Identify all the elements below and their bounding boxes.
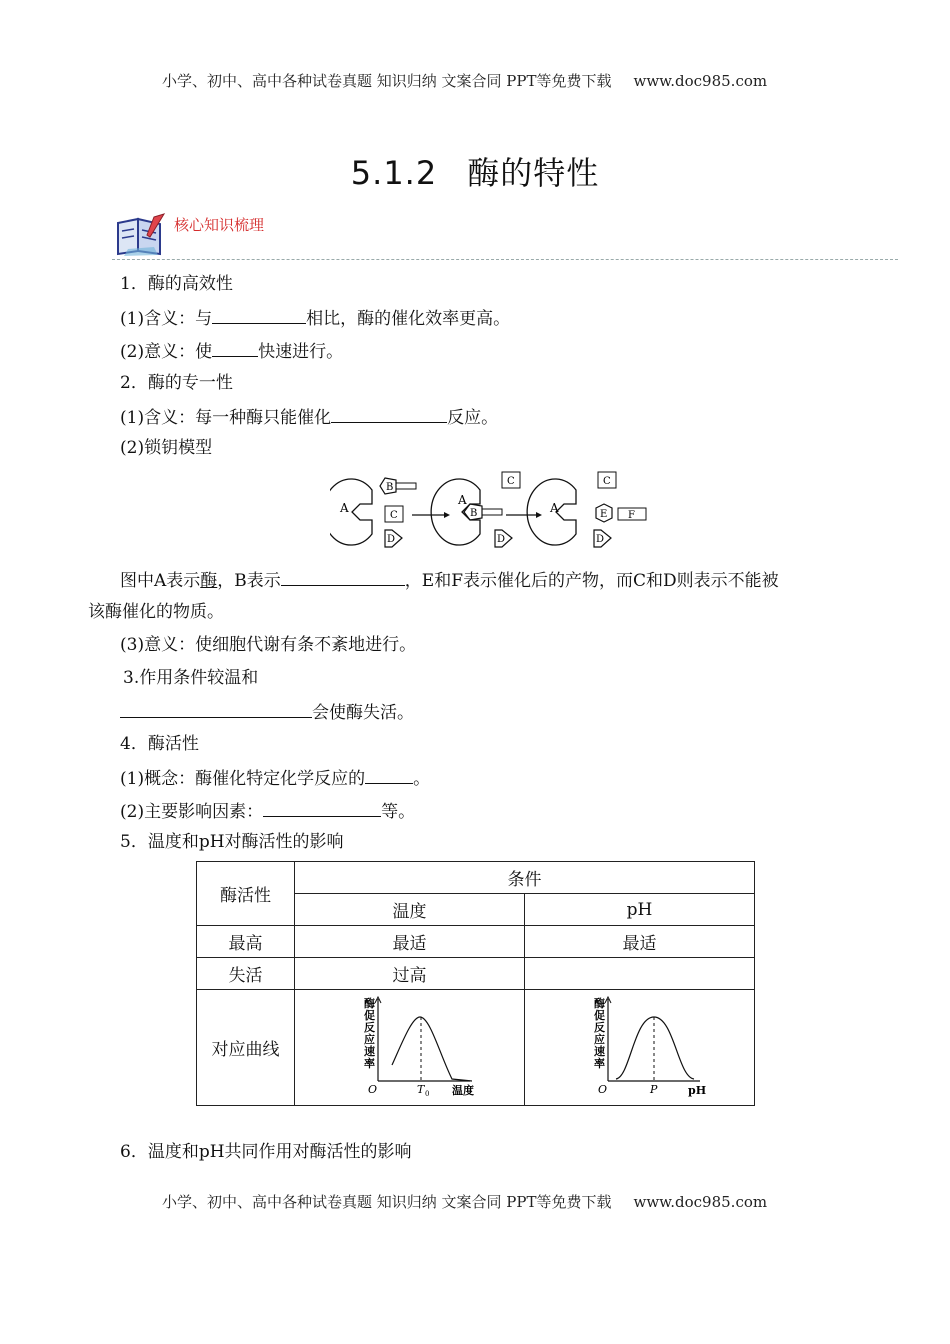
header-url[interactable]: www.doc985.com: [633, 72, 768, 90]
s2-fig-text-2: 该酶催化的物质。: [88, 602, 224, 622]
label-b2: B: [470, 508, 478, 519]
page-header: [162, 70, 767, 91]
t0-sub: 0: [424, 1090, 429, 1097]
table-r1-ph: 最适: [525, 926, 755, 958]
blank[interactable]: [331, 404, 447, 423]
label-c2: C: [507, 476, 515, 487]
page-title: [0, 148, 950, 194]
p-label: P: [649, 1083, 657, 1096]
header-text: 小学、初中、高中各种试卷真题 知识归纳 文案合同 PPT等免费下载: [162, 72, 612, 90]
temp-curve: [340, 993, 480, 1097]
s2-line-a: [120, 404, 498, 430]
ylabel-3: 反: [593, 1021, 605, 1034]
origin-label: O: [367, 1083, 377, 1096]
enzyme-table: [196, 861, 755, 1106]
s2-fig-text-1: [120, 567, 779, 593]
s4-a-post: 。: [413, 769, 431, 789]
blank[interactable]: [212, 305, 306, 324]
table-r1-label: 最高: [197, 926, 295, 958]
enzyme-a-1: [330, 479, 372, 545]
origin-label: O: [597, 1083, 607, 1096]
s3-post: 会使酶失活。: [312, 703, 414, 723]
table-r3-label: 对应曲线: [197, 990, 295, 1106]
s1-line-b: [120, 338, 343, 364]
blank[interactable]: [281, 567, 405, 586]
label-b: B: [386, 482, 394, 493]
x-temp-label: 温度: [451, 1084, 474, 1097]
s3-line: [120, 699, 414, 725]
table-cond: 条件: [295, 862, 755, 894]
ylabel-2: 促: [363, 1009, 375, 1022]
ylabel-1: 酶: [363, 997, 375, 1010]
s1-b-pre: (2)意义：使: [120, 342, 213, 362]
footer-url[interactable]: www.doc985.com: [633, 1193, 768, 1211]
label-a: A: [340, 501, 349, 515]
label-a3: A: [550, 501, 559, 515]
divider: [112, 259, 898, 260]
fig-text-underlined: 酶: [200, 571, 218, 591]
label-d: D: [387, 534, 396, 545]
s2-line-b: (2)锁钥模型: [120, 438, 213, 458]
blank[interactable]: [120, 699, 312, 718]
table-r1-temp: 最适: [295, 926, 525, 958]
label-d2: D: [497, 534, 506, 545]
s2-a-post: 反应。: [447, 408, 499, 428]
s1-a-pre: (1)含义：与: [120, 309, 213, 329]
label-a2: A: [458, 493, 467, 507]
table-r2-label: 失活: [197, 958, 295, 990]
fig-text-b: ，B表示: [217, 571, 281, 591]
s4-line-b: [120, 798, 415, 824]
label-d3: D: [596, 534, 605, 545]
ph-curve-cell: [525, 990, 755, 1106]
table-r2-temp: 过高: [295, 958, 525, 990]
fig-text-a: 图中A表示: [120, 571, 201, 591]
s5-heading: 5．温度和pH对酶活性的影响: [120, 832, 344, 852]
s6-heading: 6．温度和pH共同作用对酶活性的影响: [120, 1142, 412, 1162]
lock-key-figure: [330, 468, 660, 552]
label-c3: C: [603, 476, 611, 487]
s4-b-pre: (2)主要影响因素：: [120, 802, 264, 822]
s1-heading: 1．酶的高效性: [120, 274, 233, 294]
table-ph-head: pH: [525, 894, 755, 926]
footer-text: 小学、初中、高中各种试卷真题 知识归纳 文案合同 PPT等免费下载: [162, 1193, 612, 1211]
fig-text-c: ，E和F表示催化后的产物，而C和D则表示不能被: [404, 571, 779, 591]
ylabel-1: 酶: [593, 997, 605, 1010]
s1-line-a: [120, 305, 510, 331]
section-head: 核心知识梳理: [174, 216, 265, 234]
blank[interactable]: [365, 765, 413, 784]
x-ph-label: pH: [687, 1084, 706, 1097]
s3-heading: 3.作用条件较温和: [123, 668, 259, 688]
s1-a-post: 相比，酶的催化效率更高。: [306, 309, 511, 329]
ph-curve: [570, 993, 710, 1097]
table-r2-ph[interactable]: [525, 958, 755, 990]
title-text: 酶的特性: [467, 154, 600, 192]
s4-heading: 4．酶活性: [120, 734, 199, 754]
ylabel-5: 速: [593, 1045, 605, 1058]
ylabel-4: 应: [593, 1033, 605, 1046]
label-f: F: [628, 510, 635, 521]
ylabel-2: 促: [593, 1009, 605, 1022]
s4-a-pre: (1)概念：酶催化特定化学反应的: [120, 769, 366, 789]
table-temp-head: 温度: [295, 894, 525, 926]
ylabel-3: 反: [363, 1021, 375, 1034]
notebook-icon: [114, 213, 166, 257]
label-e: E: [600, 509, 608, 520]
s2-line-c: (3)意义：使细胞代谢有条不紊地进行。: [120, 635, 417, 655]
temp-curve-cell: [295, 990, 525, 1106]
title-number: 5.1.2: [350, 154, 438, 192]
blank[interactable]: [212, 338, 258, 357]
ylabel-5: 速: [363, 1045, 375, 1058]
s2-heading: 2．酶的专一性: [120, 373, 233, 393]
table-corner: 酶活性: [197, 862, 295, 926]
s2-a-pre: (1)含义：每一种酶只能催化: [120, 408, 332, 428]
label-c: C: [390, 510, 398, 521]
s1-b-post: 快速进行。: [258, 342, 344, 362]
s4-b-post: 等。: [381, 802, 416, 822]
ylabel-6: 率: [593, 1057, 605, 1070]
page-footer: [162, 1191, 767, 1212]
s4-line-a: [120, 765, 430, 791]
ylabel-6: 率: [363, 1057, 375, 1070]
ylabel-4: 应: [363, 1033, 375, 1046]
t0-label: T: [416, 1083, 424, 1096]
blank[interactable]: [263, 798, 381, 817]
